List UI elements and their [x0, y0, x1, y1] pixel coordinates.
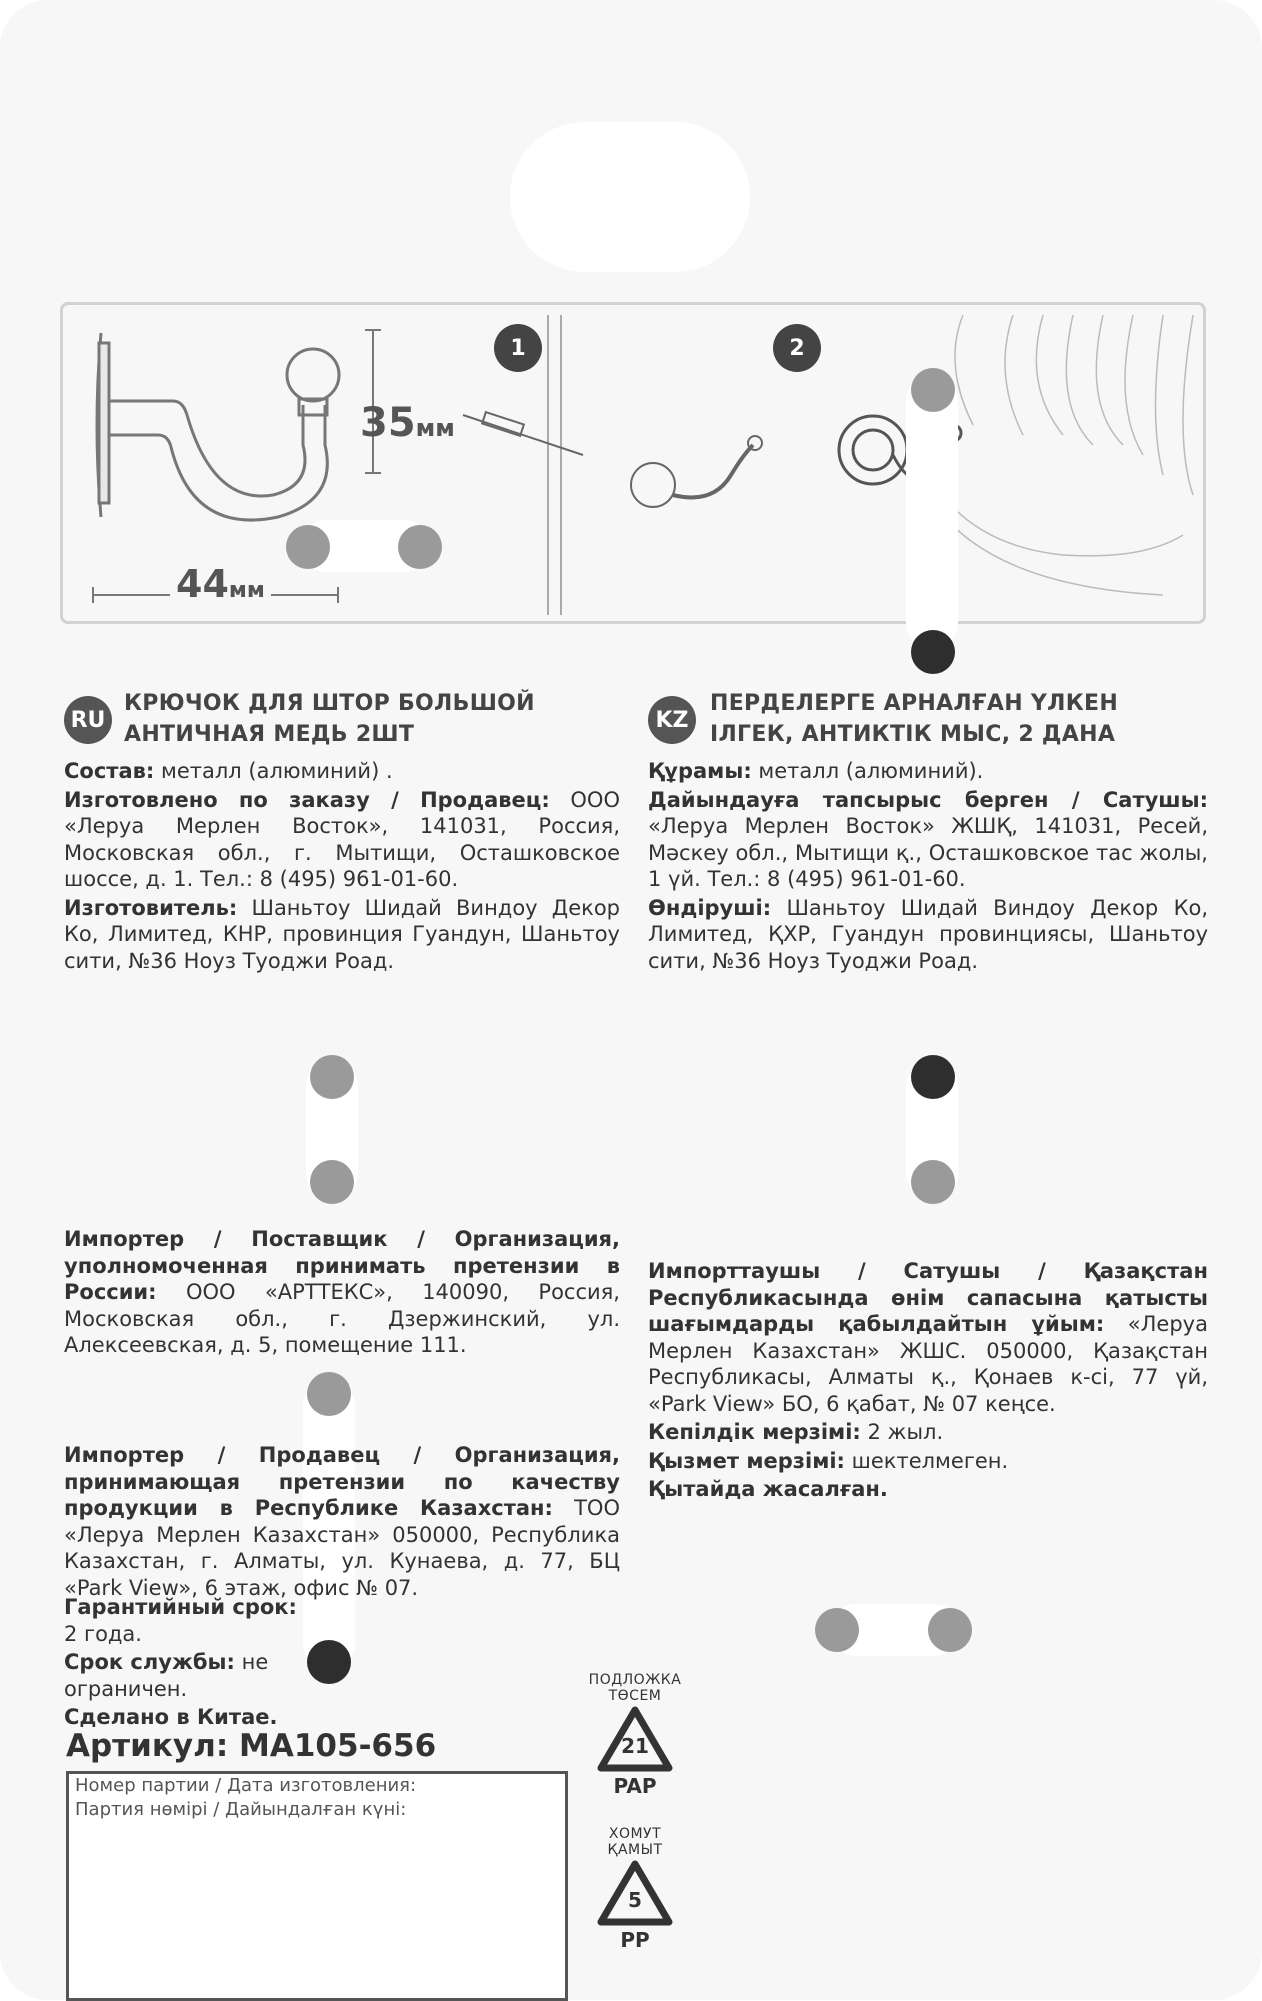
kz-composition: металл (алюминий).	[758, 759, 984, 783]
kz-badge	[648, 696, 696, 744]
kz-producer-label: Өндіруші:	[648, 895, 772, 920]
curtain-drawing	[923, 315, 1193, 595]
ru-manufacturer-label: Изготовитель:	[64, 895, 238, 920]
ru-manufacturer: Шаньтоу Шидай Виндоу Декор Ко, Лимитед, КНР, провинция Гуандун, Шаньтоу сити, №36 Ноуз Туоджи Роад.	[64, 895, 620, 973]
kz-importer-label: Импорттаушы / Сатушы / Қазақстан Республикасында өнім сапасына қатысты шағымдарды қабылдайтын ұйым:	[648, 1259, 1208, 1336]
step-1-label: 1	[510, 335, 526, 361]
kz-ordered-label: Дайындауға тапсырыс берген / Сатушы:	[648, 787, 1208, 812]
slot-hole	[911, 368, 955, 412]
slot-hole	[310, 1055, 354, 1099]
step-2-label: 2	[789, 335, 805, 361]
slot-hole	[307, 1372, 351, 1416]
ru-made-to-order-label: Изготовлено по заказу / Продавец:	[64, 787, 550, 812]
ru-badge-label: RU	[70, 707, 106, 733]
kz-importer: «Леруа Мерлен Казахстан» ЖШС. 050000, Қазақстан Республикасы, Алматы қ., Қонаев к-сі, 77 үй, «Park View» БО, 6 қабат, № 07 кеңсе.	[648, 1312, 1208, 1416]
ru-warranty: 2 года.	[64, 1621, 142, 1646]
kz-info-block	[648, 758, 1208, 976]
recycling-caption: ҚАМЫТ	[607, 1842, 663, 1858]
kz-composition-label: Құрамы:	[648, 759, 752, 783]
ru-importer-kz-label: Импортер / Продавец / Организация, принимающая претензии по качеству продукции в Республике Казахстан:	[64, 1443, 620, 1520]
hook-profile-drawing	[97, 333, 339, 520]
ru-made-to-order: ООО «Леруа Мерлен Восток», 141031, Россия, Московская обл., г. Мытищи, Осташковское шоссе, д. 1. Тел.: 8 (495) 961-01-60.	[64, 787, 620, 891]
article-number: Артикул: MA105-656	[66, 1728, 437, 1764]
width-dimension	[170, 562, 271, 606]
recycling-pap	[570, 1672, 700, 1798]
recycling-code: PAP	[613, 1774, 657, 1798]
ru-importer: ООО «АРТТЕКС», 140090, Россия, Московская обл., г. Дзержинский, ул. Алексеевская, д. 5, помещение 111.	[64, 1280, 620, 1357]
slot-hole	[911, 1055, 955, 1099]
slot-hole	[310, 1160, 354, 1204]
ru-importer-kz: ТОО «Леруа Мерлен Казахстан» 050000, Республика Казахстан, г. Алматы, ул. Кунаева, д. 77, БЦ «Park View», 6 этаж, офис № 07.	[64, 1496, 620, 1600]
screw-anchor-drawing	[463, 412, 762, 507]
kz-badge-label: KZ	[655, 707, 689, 733]
height-dimension	[360, 400, 455, 446]
step-1-badge	[494, 324, 542, 372]
ru-importer-kz-block	[64, 1442, 620, 1603]
slot-hole	[911, 630, 955, 674]
width-value: 44	[176, 562, 229, 606]
ru-importer-label: Импортер / Поставщик / Организация, уполномоченная принимать претензии в России:	[64, 1227, 620, 1304]
ru-composition-label: Состав:	[64, 759, 155, 783]
ru-made-in: Сделано в Китае.	[64, 1705, 278, 1729]
slot-hole	[398, 525, 442, 569]
kz-ordered: «Леруа Мерлен Восток» ЖШҚ, 141031, Ресей, Мәскеу обл., Мытищи қ., Осташковское тас жолы, 1 үй. Тел.: 8 (495) 961-01-60.	[648, 814, 1208, 891]
kz-warranty: 2 жыл.	[867, 1420, 944, 1444]
recycling-caption: ХОМУТ	[608, 1826, 662, 1842]
recycling-pp	[570, 1826, 700, 1952]
kz-product-title: ПЕРДЕЛЕРГЕ АРНАЛҒАН ҮЛКЕН ІЛГЕК, АНТИКТІК МЫС, 2 ДАНА	[710, 691, 1119, 747]
height-value: 35	[360, 400, 416, 446]
recycling-number: 21	[621, 1734, 649, 1758]
width-unit: мм	[228, 578, 265, 603]
ru-service: не ограничен.	[64, 1650, 269, 1701]
ru-service-label: Срок службы:	[64, 1650, 235, 1674]
kz-service: шектелмеген.	[851, 1448, 1009, 1473]
kz-producer: Шаньтоу Шидай Виндоу Декор Ко, Лимитед, ҚХР, Гуандун провинциясы, Шаньтоу сити, №36 Ноуз Туоджи Роад.	[648, 895, 1209, 973]
recycling-number: 5	[628, 1888, 642, 1912]
recycle-triangle-icon	[595, 1858, 675, 1928]
kz-service-label: Қызмет мерзімі:	[648, 1448, 845, 1473]
strap-slot	[906, 374, 958, 649]
slot-hole	[286, 525, 330, 569]
kz-importer-block	[648, 1258, 1208, 1505]
hang-hole	[510, 122, 750, 272]
ru-importer-block	[64, 1226, 620, 1361]
kz-warranty-label: Кепілдік мерзімі:	[648, 1420, 861, 1444]
recycling-code: PP	[620, 1928, 650, 1952]
ru-warranty-label: Гарантийный срок:	[64, 1595, 297, 1619]
ru-info-block	[64, 758, 620, 976]
ru-terms-block	[64, 1594, 304, 1733]
height-unit: мм	[415, 414, 455, 442]
recycling-caption: ТӨСЕМ	[608, 1688, 662, 1704]
recycle-triangle-icon	[595, 1704, 675, 1774]
kz-made-in: Қытайда жасалған.	[648, 1477, 888, 1501]
step-2-badge	[773, 324, 821, 372]
batch-line-ru: Номер партии / Дата изготовления:	[75, 1775, 417, 1796]
ru-composition: металл (алюминий) .	[161, 759, 393, 783]
recycling-caption: ПОДЛОЖКА	[588, 1672, 682, 1688]
batch-line-kz: Партия нөмірі / Дайындалған күні:	[75, 1799, 407, 1820]
slot-hole	[815, 1608, 859, 1652]
ru-badge	[64, 696, 112, 744]
batch-box	[66, 1771, 568, 2001]
slot-hole	[928, 1608, 972, 1652]
slot-hole	[307, 1640, 351, 1684]
slot-hole	[911, 1160, 955, 1204]
ru-product-title: КРЮЧОК ДЛЯ ШТОР БОЛЬШОЙ АНТИЧНАЯ МЕДЬ 2ШТ	[124, 691, 535, 747]
